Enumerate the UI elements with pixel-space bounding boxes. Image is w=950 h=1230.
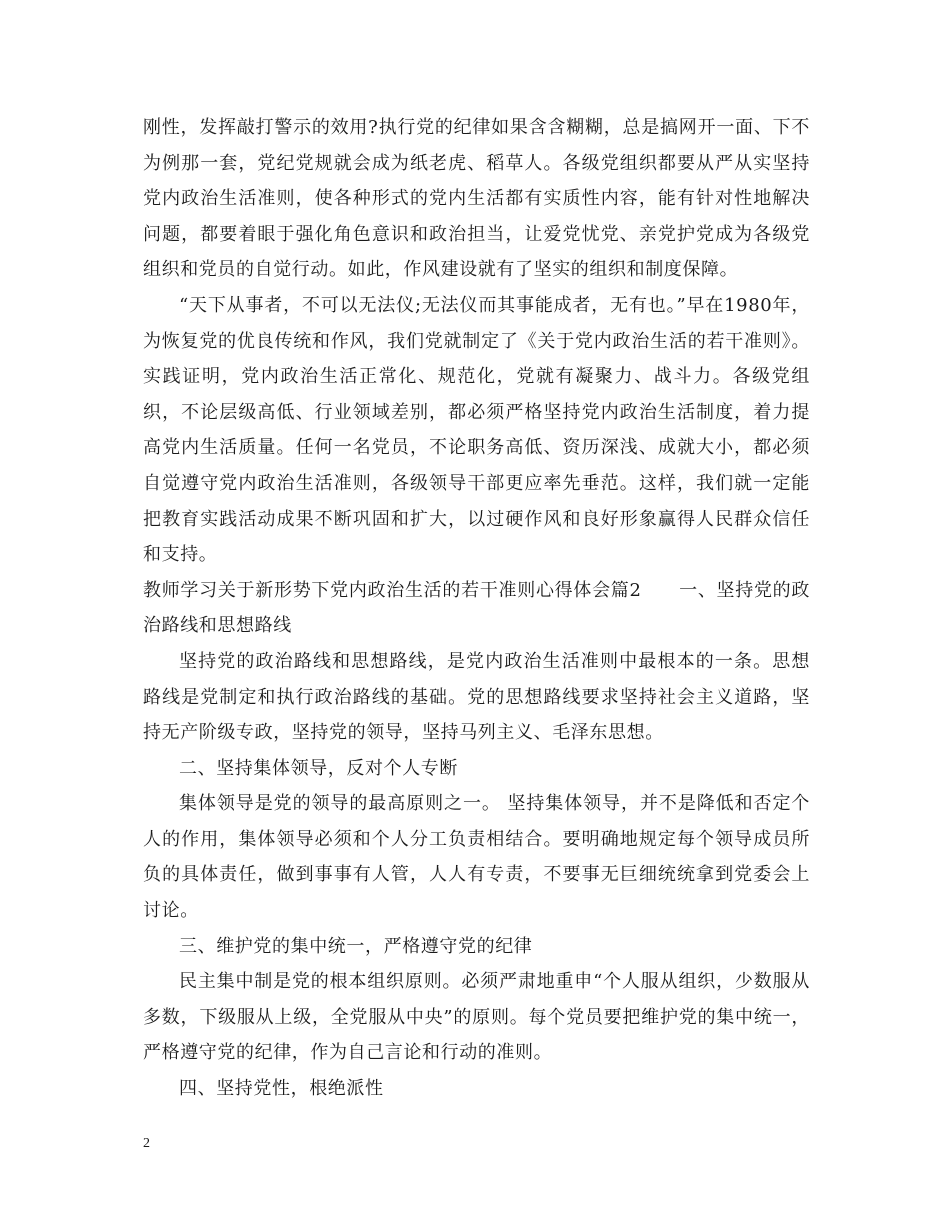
heading-party-spirit: 四、坚持党性，根绝派性	[179, 1078, 384, 1100]
heading-party-unity: 三、维护党的集中统一，严格遵守党的纪律	[179, 935, 533, 957]
paragraph-6: 集体领导是党的领导的最高原则之一。 坚持集体领导，并不是降低和否定个人的作用，集体领导必须和个人分工负责相结合。要明确地规定每个领导成员所负的具体责任，做到事事有人管，人人有专责，不要事无巨细统统拿到党委会上讨论。	[143, 793, 810, 922]
paragraph-8: 民主集中制是党的根本组织原则。必须严肃地重申“个人服从组织，少数服从多数，下级服从上级，全党服从中央”的原则。每个党员要把维护党的集中统一，严格遵守党的纪律，作为自己言论和行动的准则。	[143, 971, 810, 1064]
paragraph-4: 坚持党的政治路线和思想路线，是党内政治生活准则中最根本的一条。思想路线是党制定和执行政治路线的基础。党的思想路线要求坚持社会主义道路，坚持无产阶级专政，坚持党的领导，坚持马列主义、毛泽东思想。	[143, 650, 810, 744]
paragraph-1: 刚性，发挥敲打警示的效用?执行党的纪律如果含含糊糊，总是搞网开一面、下不为例那一套，党纪党规就会成为纸老虎、稻草人。各级党组织都要从严从实坚持党内政治生活准则，使各种形式的党内生活都有实质性内容，能有针对性地解决问题，都要着眼于强化角色意识和政治担当，让爱党忧党、亲党护党成为各级党组织和党员的自觉行动。如此，作风建设就有了坚实的组织和制度保障。	[143, 117, 810, 281]
paragraph-2: “天下从事者，不可以无法仪;无法仪而其事能成者，无有也。”早在1980年，为恢复党的优良传统和作风，我们党就制定了《关于党内政治生活的若干准则》。实践证明，党内政治生活正常化、规范化，党就有凝聚力、战斗力。各级党组织，不论层级高低、行业领域差别，都必须严格坚持党内政治生活制度，着力提高党内生活质量。任何一名党员，不论职务高低、资历深浅、成就大小，都必须自觉遵守党内政治生活准则，各级领导干部更应率先垂范。这样，我们就一定能把教育实践活动成果不断巩固和扩大，以过硬作风和良好形象赢得人民群众信任和支持。	[143, 294, 810, 566]
page-number: 2	[143, 1136, 150, 1151]
section-title-paragraph: 教师学习关于新形势下党内政治生活的若干准则心得体会篇2 一、坚持党的政治路线和思想路线	[143, 579, 810, 637]
heading-collective-leadership: 二、坚持集体领导，反对个人专断	[179, 757, 458, 779]
document-body	[143, 110, 810, 1107]
